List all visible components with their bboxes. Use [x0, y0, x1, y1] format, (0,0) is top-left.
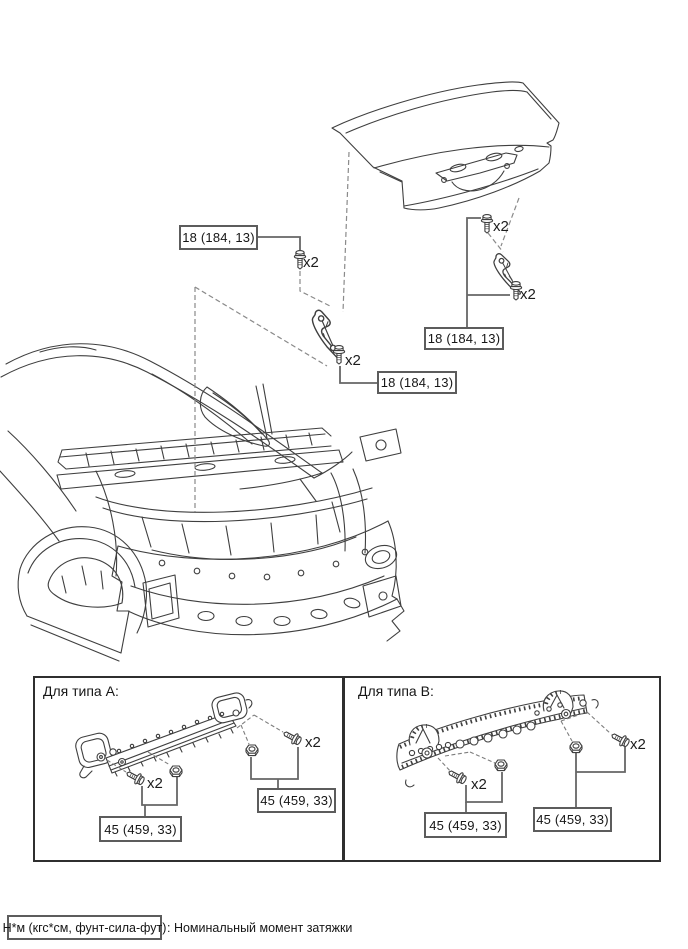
panel-type-a-title: Для типа A: [43, 683, 119, 699]
quantity-marker: x2 [305, 734, 321, 751]
bolt-icon [481, 215, 492, 233]
quantity-marker: x2 [520, 286, 536, 303]
reinforcement-type-b-art [397, 691, 625, 813]
torque-label: 45 (459, 33) [424, 812, 507, 838]
nut-icon [246, 745, 258, 756]
quantity-marker: x2 [303, 254, 319, 271]
quantity-marker: x2 [471, 776, 487, 793]
nut-icon [495, 760, 507, 771]
bolt-icon [124, 768, 146, 787]
torque-unit-legend-box: Н*м (кгс*см, фунт-сила-фут) [7, 915, 162, 940]
torque-label: 18 (184, 13) [424, 327, 504, 350]
torque-label: 18 (184, 13) [179, 225, 258, 250]
nut-icon [570, 742, 582, 753]
nut-icon [170, 766, 182, 777]
quantity-marker: x2 [345, 352, 361, 369]
panel-type-b-title: Для типа B: [358, 683, 434, 699]
torque-label: 45 (459, 33) [533, 807, 612, 832]
bolt-icon [609, 730, 631, 749]
quantity-marker: x2 [493, 218, 509, 235]
torque-label: 45 (459, 33) [99, 816, 182, 842]
quantity-marker: x2 [630, 736, 646, 753]
torque-label: 18 (184, 13) [377, 371, 457, 394]
car-body-art [0, 344, 404, 661]
torque-legend-note: : Номинальный момент затяжки [167, 920, 353, 935]
trunk-lid-art [332, 82, 559, 210]
torque-label: 45 (459, 33) [257, 788, 336, 813]
bolt-icon [281, 728, 303, 747]
quantity-marker: x2 [147, 775, 163, 792]
leader-lines-main [258, 218, 510, 383]
